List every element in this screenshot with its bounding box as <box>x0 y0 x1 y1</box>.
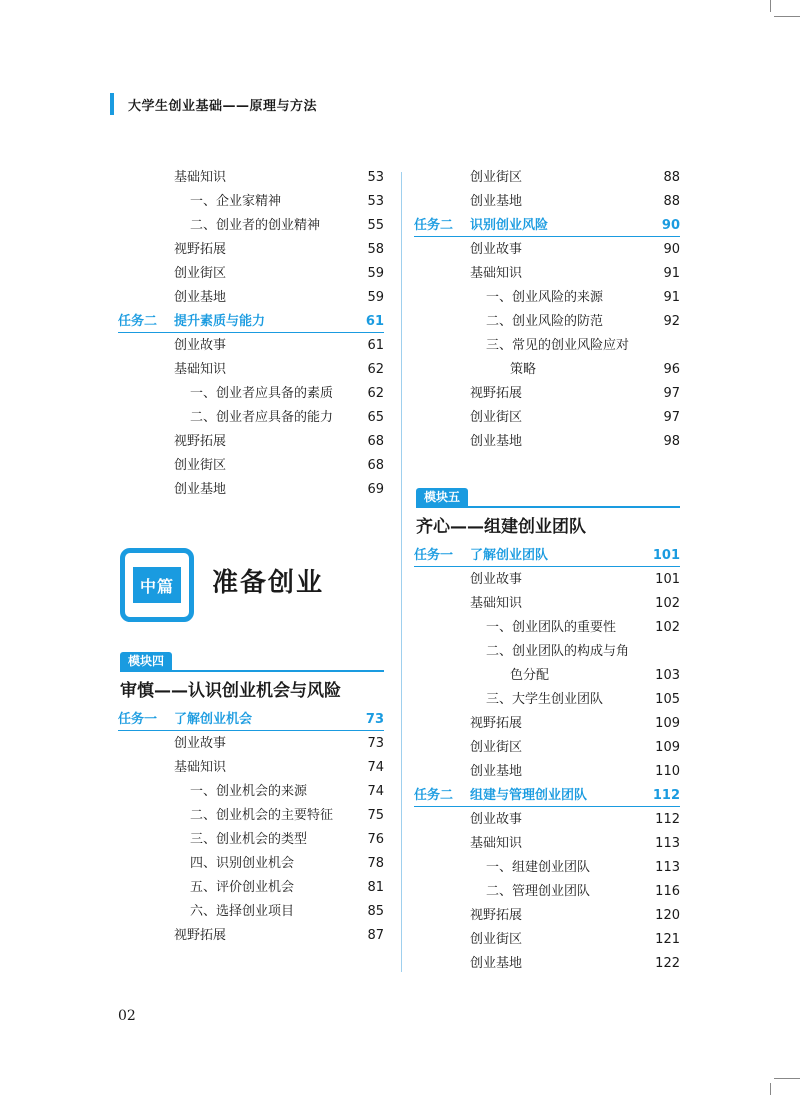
toc-entry[interactable] <box>414 262 680 286</box>
toc-entry[interactable] <box>118 238 384 262</box>
entry-label: 创业故事 <box>470 242 523 257</box>
entry-page-number: 73 <box>367 736 384 751</box>
module-tag: 模块四 <box>120 652 172 670</box>
entry-label: 色分配 <box>510 668 550 683</box>
entry-label: 三、创业机会的类型 <box>190 832 308 847</box>
entry-label: 二、创业风险的防范 <box>486 314 604 329</box>
entry-label: 二、创业者的创业精神 <box>190 218 321 233</box>
entry-label: 策略 <box>510 362 537 377</box>
part-heading <box>118 502 384 652</box>
crop-mark <box>770 0 771 12</box>
task-number: 任务二 <box>414 788 454 803</box>
entry-label: 视野拓展 <box>470 716 523 731</box>
entry-label: 四、识别创业机会 <box>190 856 295 871</box>
module-heading <box>118 652 384 708</box>
toc-entry[interactable] <box>414 382 680 406</box>
toc-entry[interactable] <box>414 712 680 736</box>
entry-label: 创业街区 <box>174 458 227 473</box>
entry-page-number: 121 <box>655 932 680 947</box>
entry-label: 三、常见的创业风险应对 <box>486 338 630 353</box>
toc-entry[interactable] <box>414 310 680 334</box>
entry-page-number: 112 <box>652 788 680 803</box>
task-number: 任务二 <box>414 218 454 233</box>
column-divider <box>401 172 402 972</box>
entry-page-number: 59 <box>367 290 384 305</box>
entry-page-number: 85 <box>367 904 384 919</box>
entry-label: 视野拓展 <box>174 242 227 257</box>
toc-entry[interactable] <box>118 828 384 852</box>
module-rule <box>416 506 680 508</box>
entry-page-number: 88 <box>663 170 680 185</box>
module-title: 审慎——认识创业机会与风险 <box>120 681 341 701</box>
entry-page-number: 81 <box>367 880 384 895</box>
task-number: 任务二 <box>118 314 158 329</box>
toc-entry[interactable] <box>118 406 384 430</box>
toc-entry[interactable] <box>414 406 680 430</box>
entry-label: 二、创业者应具备的能力 <box>190 410 334 425</box>
toc-entry[interactable] <box>118 358 384 382</box>
entry-page-number: 55 <box>367 218 384 233</box>
toc-entry[interactable] <box>118 454 384 478</box>
entry-page-number: 102 <box>655 620 680 635</box>
entry-label: 一、创业风险的来源 <box>486 290 604 305</box>
toc-entry[interactable] <box>118 334 384 358</box>
entry-label: 创业基地 <box>174 482 227 497</box>
toc-entry[interactable] <box>118 876 384 900</box>
entry-label: 创业基地 <box>470 194 523 209</box>
entry-page-number: 97 <box>663 410 680 425</box>
entry-label: 组建与管理创业团队 <box>470 788 588 803</box>
toc-task-entry[interactable] <box>414 544 680 568</box>
entry-page-number: 68 <box>367 458 384 473</box>
entry-page-number: 53 <box>367 170 384 185</box>
entry-label: 三、大学生创业团队 <box>486 692 604 707</box>
toc-left-column <box>118 166 384 948</box>
entry-label: 基础知识 <box>470 596 523 611</box>
entry-label: 了解创业团队 <box>470 548 549 563</box>
entry-label: 提升素质与能力 <box>174 314 266 329</box>
toc-entry[interactable] <box>118 214 384 238</box>
toc-entry[interactable] <box>414 568 680 592</box>
module-heading <box>414 488 680 544</box>
toc-group-left-bottom <box>118 708 384 948</box>
entry-page-number: 103 <box>655 668 680 683</box>
entry-label: 二、创业机会的主要特征 <box>190 808 334 823</box>
entry-label: 基础知识 <box>470 266 523 281</box>
entry-label: 创业故事 <box>174 736 227 751</box>
entry-page-number: 90 <box>661 218 680 233</box>
entry-page-number: 74 <box>367 784 384 799</box>
entry-label: 五、评价创业机会 <box>190 880 295 895</box>
entry-label: 创业基地 <box>470 434 523 449</box>
entry-label: 创业基地 <box>470 956 523 971</box>
entry-page-number: 88 <box>663 194 680 209</box>
module-tag: 模块五 <box>416 488 468 506</box>
entry-label: 六、选择创业项目 <box>190 904 295 919</box>
toc-entry[interactable] <box>118 804 384 828</box>
entry-page-number: 62 <box>367 386 384 401</box>
crop-mark <box>770 1083 771 1095</box>
entry-page-number: 102 <box>655 596 680 611</box>
part-badge <box>120 548 194 622</box>
toc-task-entry[interactable] <box>118 310 384 334</box>
toc-entry[interactable] <box>414 688 680 712</box>
entry-page-number: 96 <box>663 362 680 377</box>
toc-group-right-bottom <box>414 544 680 976</box>
entry-label: 二、创业团队的构成与角 <box>486 644 630 659</box>
entry-page-number: 112 <box>655 812 680 827</box>
toc-entry[interactable] <box>414 904 680 928</box>
entry-page-number: 75 <box>367 808 384 823</box>
entry-label: 创业故事 <box>470 812 523 827</box>
entry-label: 二、管理创业团队 <box>486 884 591 899</box>
toc-entry[interactable] <box>118 478 384 502</box>
entry-page-number: 65 <box>367 410 384 425</box>
entry-label: 基础知识 <box>174 760 227 775</box>
entry-label: 创业故事 <box>174 338 227 353</box>
toc-entry[interactable] <box>118 166 384 190</box>
entry-label: 一、创业者应具备的素质 <box>190 386 334 401</box>
toc-entry[interactable] <box>118 262 384 286</box>
entry-label: 创业街区 <box>470 740 523 755</box>
entry-page-number: 53 <box>367 194 384 209</box>
entry-label: 创业街区 <box>174 266 227 281</box>
crop-mark <box>774 1078 800 1079</box>
toc-entry[interactable] <box>118 780 384 804</box>
toc-entry[interactable] <box>414 166 680 190</box>
entry-page-number: 105 <box>655 692 680 707</box>
entry-page-number: 58 <box>367 242 384 257</box>
toc-right-column <box>414 166 680 976</box>
entry-page-number: 62 <box>367 362 384 377</box>
entry-label: 一、创业团队的重要性 <box>486 620 617 635</box>
entry-page-number: 91 <box>663 290 680 305</box>
entry-page-number: 92 <box>663 314 680 329</box>
running-header <box>110 93 317 115</box>
module-title: 齐心——组建创业团队 <box>416 517 586 537</box>
entry-page-number: 87 <box>367 928 384 943</box>
toc-entry[interactable] <box>118 430 384 454</box>
toc-entry[interactable] <box>118 382 384 406</box>
toc-entry[interactable] <box>118 852 384 876</box>
entry-page-number: 109 <box>655 716 680 731</box>
entry-page-number: 98 <box>663 434 680 449</box>
entry-page-number: 97 <box>663 386 680 401</box>
entry-label: 一、创业机会的来源 <box>190 784 308 799</box>
entry-label: 创业街区 <box>470 170 523 185</box>
toc-entry[interactable] <box>414 592 680 616</box>
entry-page-number: 73 <box>365 712 384 727</box>
toc-entry[interactable] <box>414 334 680 358</box>
entry-page-number: 101 <box>652 548 680 563</box>
entry-page-number: 110 <box>655 764 680 779</box>
entry-label: 创业街区 <box>470 932 523 947</box>
toc-task-entry[interactable] <box>414 214 680 238</box>
entry-label: 基础知识 <box>470 836 523 851</box>
entry-page-number: 120 <box>655 908 680 923</box>
toc-entry[interactable] <box>414 616 680 640</box>
entry-page-number: 61 <box>365 314 384 329</box>
toc-entry[interactable] <box>414 190 680 214</box>
crop-mark <box>774 16 800 17</box>
entry-label: 了解创业机会 <box>174 712 253 727</box>
entry-page-number: 78 <box>367 856 384 871</box>
entry-label: 创业基地 <box>174 290 227 305</box>
entry-label: 创业街区 <box>470 410 523 425</box>
entry-page-number: 68 <box>367 434 384 449</box>
part-tag: 中篇 <box>133 567 181 603</box>
entry-label: 视野拓展 <box>470 386 523 401</box>
task-number: 任务一 <box>414 548 454 563</box>
spacer <box>414 454 680 488</box>
toc-entry[interactable] <box>118 286 384 310</box>
toc-entry[interactable] <box>414 640 680 664</box>
entry-label: 基础知识 <box>174 362 227 377</box>
entry-label: 视野拓展 <box>174 434 227 449</box>
toc-task-entry[interactable] <box>414 784 680 808</box>
entry-page-number: 76 <box>367 832 384 847</box>
toc-entry[interactable] <box>118 756 384 780</box>
entry-label: 识别创业风险 <box>470 218 549 233</box>
toc-entry[interactable] <box>414 952 680 976</box>
toc-entry[interactable] <box>414 286 680 310</box>
toc-entry[interactable] <box>414 664 680 688</box>
entry-label: 视野拓展 <box>174 928 227 943</box>
page-number: 02 <box>118 1008 136 1024</box>
entry-label: 基础知识 <box>174 170 227 185</box>
entry-page-number: 113 <box>655 836 680 851</box>
part-title: 准备创业 <box>212 568 325 598</box>
toc-entry[interactable] <box>414 856 680 880</box>
toc-entry[interactable] <box>118 924 384 948</box>
toc-entry[interactable] <box>118 900 384 924</box>
toc-entry[interactable] <box>414 430 680 454</box>
toc-entry[interactable] <box>414 928 680 952</box>
entry-page-number: 101 <box>655 572 680 587</box>
entry-page-number: 61 <box>367 338 384 353</box>
entry-page-number: 122 <box>655 956 680 971</box>
task-number: 任务一 <box>118 712 158 727</box>
toc-task-entry[interactable] <box>118 708 384 732</box>
entry-page-number: 69 <box>367 482 384 497</box>
toc-entry[interactable] <box>118 732 384 756</box>
header-accent-bar <box>110 93 114 115</box>
toc-group-right-top <box>414 166 680 454</box>
entry-page-number: 116 <box>655 884 680 899</box>
entry-label: 创业基地 <box>470 764 523 779</box>
entry-label: 创业故事 <box>470 572 523 587</box>
toc-entry[interactable] <box>414 880 680 904</box>
toc-entry[interactable] <box>414 358 680 382</box>
entry-page-number: 109 <box>655 740 680 755</box>
toc-entry[interactable] <box>414 238 680 262</box>
toc-entry[interactable] <box>414 832 680 856</box>
entry-page-number: 90 <box>663 242 680 257</box>
entry-page-number: 113 <box>655 860 680 875</box>
toc-entry[interactable] <box>118 190 384 214</box>
entry-page-number: 91 <box>663 266 680 281</box>
entry-label: 一、企业家精神 <box>190 194 282 209</box>
book-title: 大学生创业基础——原理与方法 <box>128 98 318 114</box>
module-rule <box>120 670 384 672</box>
toc-entry[interactable] <box>414 760 680 784</box>
entry-label: 视野拓展 <box>470 908 523 923</box>
toc-entry[interactable] <box>414 736 680 760</box>
entry-page-number: 74 <box>367 760 384 775</box>
toc-group-left-top <box>118 166 384 502</box>
toc-entry[interactable] <box>414 808 680 832</box>
entry-label: 一、组建创业团队 <box>486 860 591 875</box>
entry-page-number: 59 <box>367 266 384 281</box>
